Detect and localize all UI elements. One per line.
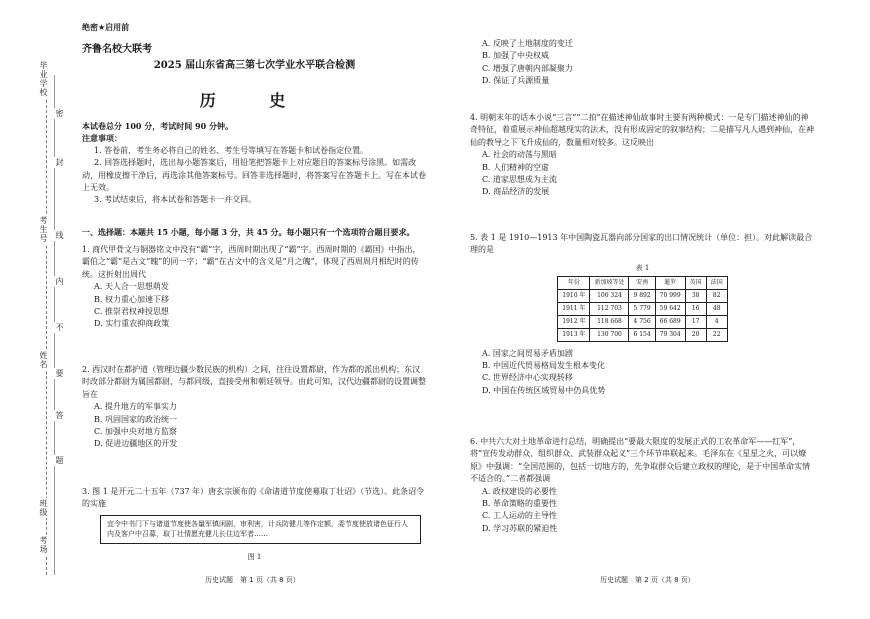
figure-caption: 图 1 bbox=[247, 552, 262, 561]
table-cell: 20 bbox=[685, 328, 706, 341]
table-header-cell: 暹罗 bbox=[655, 276, 685, 289]
seal-char: 线 bbox=[55, 231, 64, 240]
seal-char: 答 bbox=[55, 411, 64, 420]
option: B. 加强了中央权威 bbox=[482, 51, 549, 61]
seal-char: 内 bbox=[55, 277, 64, 286]
question-stem: 6. 中共六大对土地革命进行总结，明确提出“要最大限度的发展正式的工农革命军——红军”，将“宣传发动群众、组织群众、武装群众起义”三个环节串联起来。毛泽东在《星星之火，可以燎原》中强调：“全国范围的，包括一切地方的，先争取群众后建立政权的理论，是于中国革命实情不适合的。”二者都强调 bbox=[470, 437, 811, 484]
question-5 bbox=[470, 232, 815, 397]
export-table bbox=[557, 276, 727, 342]
table-cell: 66 689 bbox=[655, 315, 685, 328]
option: C. 推崇君权神授思想 bbox=[94, 306, 169, 316]
option: A. 提升地方的军事实力 bbox=[94, 402, 177, 412]
table-cell: 1913 年 bbox=[558, 328, 590, 341]
table-cell: 79 304 bbox=[655, 328, 685, 341]
option: A. 反映了土地制度的变迁 bbox=[482, 39, 573, 48]
option: A. 国家之间贸易矛盾加剧 bbox=[482, 348, 573, 358]
table-row bbox=[558, 289, 727, 302]
question-6 bbox=[470, 436, 815, 535]
option: C. 道家思想成为主流 bbox=[482, 174, 557, 184]
option: D. 中国在传统区域贸易中仍具优势 bbox=[482, 385, 606, 395]
option: D. 促进边疆地区的开发 bbox=[94, 439, 178, 449]
table-row bbox=[558, 328, 727, 341]
table-cell: 5 779 bbox=[629, 302, 655, 315]
table-header-cell: 安南 bbox=[629, 276, 655, 289]
table-cell: 1910 年 bbox=[558, 289, 590, 302]
table-cell: 9 892 bbox=[629, 289, 655, 302]
page-footer-left: 历史试题 第 1 页（共 8 页） bbox=[205, 576, 300, 584]
table-row bbox=[558, 302, 727, 315]
question-stem: 5. 表 1 是 1910—1913 年中国陶瓷瓦器向部分国家的出口情况统计（单位：担）。对此解读最合理的是 bbox=[470, 233, 813, 255]
table-title: 表 1 bbox=[635, 263, 650, 272]
seal-char: 不 bbox=[55, 323, 64, 332]
sidebar-label: 毕业学校 bbox=[39, 61, 48, 97]
table-cell: 17 bbox=[685, 315, 706, 328]
sidebar-label: 考场 bbox=[39, 536, 48, 554]
binding-sidebar bbox=[0, 0, 62, 619]
section-title: 一、选择题：本题共 15 小题，每小题 3 分，共 45 分。每小题只有一个选项符合题目要求。 bbox=[82, 227, 415, 237]
option: B. 权力重心加速下移 bbox=[94, 294, 169, 304]
option: D. 保证了兵源质量 bbox=[482, 76, 550, 86]
question-2 bbox=[82, 364, 427, 451]
notice-item: 2. 回答选择题时，选出每小题答案后，用铅笔把答题卡上对应题目的答案标号涂黑。如需改动，用橡皮擦干净后，再选涂其他答案标号。回答非选择题时，将答案写在答题卡上。写在本试卷上无效。 bbox=[82, 158, 426, 192]
table-cell: 22 bbox=[706, 328, 727, 341]
question-stem: 3. 图 1 是开元二十五年（737 年）唐玄宗颁布的《命诸道节度使募取丁壮诏》（节选）。此条诏令的实施 bbox=[82, 487, 425, 509]
table-cell: 4 756 bbox=[629, 315, 655, 328]
option: B. 巩固国家的政治统一 bbox=[94, 414, 177, 424]
table-header-cell: 法国 bbox=[706, 276, 727, 289]
option: B. 革命策略的重要性 bbox=[482, 498, 557, 508]
option: B. 中国近代贸易格局发生根本变化 bbox=[482, 361, 605, 371]
table-cell: 112 703 bbox=[590, 302, 629, 315]
table-cell: 70 999 bbox=[655, 289, 685, 302]
exam-title: 2025 届山东省高三第七次学业水平联合检测 bbox=[153, 60, 356, 71]
table-cell: 16 bbox=[685, 302, 706, 315]
question-stem: 4. 明朝末年的话本小说“三言”“二拍”在描述神仙故事时主要有两种模式：一是专门描述神仙的神奇特征，着重展示神仙超越现实的法术，没有形成固定的叙事结构；二是描写凡人遇到神仙，在神仙的教导之下飞升成仙的，数量相对较多。这反映出 bbox=[470, 113, 814, 147]
notice-item: 1. 答卷前，考生务必将自己的姓名、考生号等填写在答题卡和试卷指定位置。 bbox=[94, 145, 369, 155]
question-stem: 1. 商代甲骨文与铜器铭文中没有“霸”字，西周时期出现了“霸”字。西周时期的《霸国》中指出，霸伯之“霸”是古文“魄”的同一字；“霸”在古文中的含义是“月之魄”，体现了西周周月相纪时的传统。这折射出周代 bbox=[82, 245, 421, 279]
figure-1-box: 宜令中书门下与诸道节度使各量军镇闲剧，审利害，计兵防健儿等作定额，委节度使放诸色征行人内及客户中召募，取丁壮情愿充健儿长住边军者…… bbox=[100, 515, 421, 544]
table-cell: 106 324 bbox=[590, 289, 629, 302]
question-1 bbox=[82, 244, 427, 331]
table-header-cell: 年份 bbox=[558, 276, 590, 289]
table-cell: 59 642 bbox=[655, 302, 685, 315]
table-cell: 38 bbox=[685, 289, 706, 302]
option: D. 商品经济的发展 bbox=[482, 187, 550, 197]
seal-char: 题 bbox=[55, 456, 64, 465]
notice-heading: 注意事项： bbox=[82, 133, 122, 144]
table-cell: 82 bbox=[706, 289, 727, 302]
seal-char: 封 bbox=[55, 158, 64, 167]
alliance-name: 齐鲁名校大联考 bbox=[82, 44, 152, 55]
confidential-mark: 绝密★启用前 bbox=[82, 23, 130, 32]
section-heading bbox=[82, 226, 427, 238]
option: D. 实行重农抑商政策 bbox=[94, 319, 170, 329]
table-header-cell: 英国 bbox=[685, 276, 706, 289]
option: C. 工人运动的主导性 bbox=[482, 511, 557, 521]
sidebar-label: 考生号 bbox=[39, 216, 48, 243]
table-cell: 118 668 bbox=[590, 315, 629, 328]
sidebar-label: 姓名 bbox=[39, 351, 48, 369]
table-cell: 1912 年 bbox=[558, 315, 590, 328]
subject-title: 历 史 bbox=[199, 91, 310, 110]
table-cell: 6 154 bbox=[629, 328, 655, 341]
seal-char: 密 bbox=[55, 109, 64, 118]
sidebar-label: 班级 bbox=[39, 499, 48, 517]
option: D. 学习苏联的紧迫性 bbox=[482, 523, 558, 533]
table-cell: 1911 年 bbox=[558, 302, 590, 315]
table-cell: 4 bbox=[706, 315, 727, 328]
question-4 bbox=[470, 112, 815, 199]
table-header-cell: 新加坡等处 bbox=[590, 276, 629, 289]
option: A. 政权建设的必要性 bbox=[482, 486, 557, 496]
option: A. 社会的动荡与黑暗 bbox=[482, 150, 557, 160]
notice-item: 3. 考试结束后，将本试卷和答题卡一并交回。 bbox=[94, 195, 257, 205]
question-stem: 2. 西汉时在都护道（管理边疆少数民族的机构）之间，往往设置都尉，作为都的派出机构；东汉时改部分都尉为属国都尉，与都同级，直接受州和朝廷领导。由此可知，汉代边疆都尉的设置调整旨在 bbox=[82, 365, 426, 399]
option: C. 加强中央对地方监察 bbox=[94, 426, 177, 436]
option: C. 增强了唐朝内部凝聚力 bbox=[482, 63, 573, 73]
option: C. 世界经济中心实现转移 bbox=[482, 373, 573, 383]
question-3-options bbox=[470, 38, 815, 88]
table-row bbox=[558, 315, 727, 328]
option: B. 人们精神的空虚 bbox=[482, 162, 549, 172]
table-cell: 130 700 bbox=[590, 328, 629, 341]
question-3 bbox=[82, 486, 427, 563]
table-cell: 48 bbox=[706, 302, 727, 315]
page-footer-right: 历史试题 第 2 页（共 8 页） bbox=[600, 576, 695, 584]
seal-char: 要 bbox=[55, 369, 64, 378]
option: A. 天人合一思想萌发 bbox=[94, 282, 169, 292]
instructions bbox=[82, 120, 427, 207]
exam-intro: 本试卷总分 100 分，考试时间 90 分钟。 bbox=[82, 121, 233, 131]
